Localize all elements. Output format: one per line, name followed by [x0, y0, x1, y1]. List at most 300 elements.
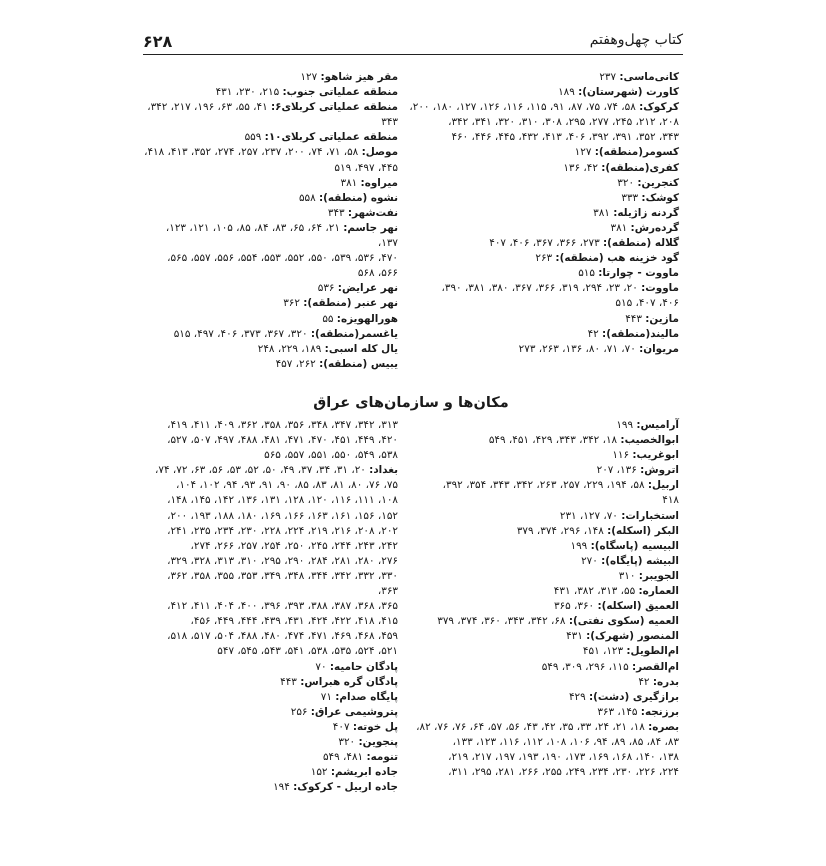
index-entry-refs: ۵۳۶: [317, 282, 335, 295]
index-entry-continuation: [144, 569, 398, 599]
index-entry-name: المنصور (شهرک):: [586, 630, 679, 643]
index-entry-refs: ۴۱، ۵۵، ۶۳، ۱۹۶، ۲۱۷، ۳۴۲، ۳۴۳: [147, 101, 398, 129]
index-entry-name: ام‌الطویل:: [626, 645, 679, 658]
index-entry: [411, 599, 679, 614]
index-column-iraq-right: [411, 418, 679, 780]
index-entry-line: [411, 629, 679, 644]
index-entry-line: [144, 705, 398, 720]
index-entry-name: جاده ابریشم:: [330, 766, 398, 779]
index-entry-line: [409, 266, 679, 281]
index-entry-continuation: [144, 251, 398, 266]
index-entry: [409, 236, 679, 251]
index-entry-continuation: [411, 750, 679, 765]
index-entry-refs: ۴۲۹: [568, 690, 586, 703]
index-entry-refs: ۳۴۳: [327, 206, 345, 219]
index-entry-continuation: [411, 493, 679, 508]
index-entry-line: [409, 100, 679, 115]
index-entry-continuation: [411, 735, 679, 750]
index-entry-refs: ۳۲۰: [617, 176, 635, 189]
index-entry-line: [411, 614, 679, 629]
book-title: کتاب چهل‌وهفتم: [589, 32, 683, 48]
index-entry-refs: ۱۹۹: [616, 419, 634, 431]
index-entry-name: بصره:: [648, 720, 679, 733]
index-entry-refs: ۳۶۲: [283, 297, 300, 310]
index-entry-line: [144, 296, 398, 311]
page-number: ۶۲۸: [143, 32, 173, 51]
index-entry-refs: ۴۷۰، ۵۳۶، ۵۳۹، ۵۵۰، ۵۵۲، ۵۵۳، ۵۵۴، ۵۵۶، ۵۵۷، ۵۶۵،: [167, 252, 398, 265]
index-entry-line: [411, 675, 679, 690]
index-entry: [144, 735, 398, 750]
index-entry-refs: ۴۰۶، ۴۰۷، ۵۱۵: [615, 297, 679, 310]
index-entry-refs: ۴۱۸: [662, 494, 679, 507]
index-entry-refs: ۵۶۶، ۵۶۸: [357, 267, 398, 280]
index-entry-name: العماره:: [638, 585, 679, 598]
index-entry-line: [411, 509, 679, 524]
index-entry-name: برازگیری (دشت):: [589, 690, 679, 703]
index-entry: [409, 85, 679, 100]
index-entry-continuation: [144, 493, 398, 508]
index-entry-refs: ۵۳۸، ۵۴۹، ۵۵۰، ۵۵۱، ۵۵۷، ۵۶۵: [264, 449, 398, 462]
index-entry-refs: ۳۳۳: [621, 191, 639, 204]
index-entry-refs: ۲۳۷: [599, 71, 617, 83]
index-entry-refs: ۲۷۳، ۳۶۶، ۳۶۷، ۴۰۶، ۴۰۷: [489, 237, 600, 250]
index-entry: [144, 780, 398, 795]
index-entry-line: [144, 675, 398, 690]
index-entry-name: کوشک:: [641, 191, 679, 204]
index-entry-line: [144, 418, 398, 433]
index-entry-name: پنجوین:: [358, 735, 398, 748]
index-entry-refs: ۴۴۳: [625, 312, 642, 325]
index-entry-refs: ۷۰، ۷۱، ۸۰، ۱۳۶، ۲۶۳، ۲۷۳: [518, 342, 636, 355]
index-entry: [144, 312, 398, 327]
index-entry-refs: ۳۸۱: [593, 206, 610, 219]
index-entry-name: گردنه زاژیله:: [613, 206, 679, 219]
index-entry: [144, 690, 398, 705]
index-entry: [411, 478, 679, 508]
index-entry: [411, 690, 679, 705]
index-entry-refs: ۳۶۰، ۳۶۵: [553, 600, 595, 613]
index-entry-refs: ۴۴۳: [280, 675, 297, 688]
index-entry: [144, 765, 398, 780]
index-entry-refs: ۱۲۳، ۴۵۱: [582, 645, 624, 658]
index-entry: [144, 327, 398, 342]
index-entry-line: [409, 327, 679, 342]
index-column-iran-left: [144, 70, 398, 372]
index-entry-line: [144, 191, 398, 206]
index-entry-refs: ۴۲: [638, 675, 650, 688]
index-entry-name: یبیس (منطقه):: [319, 357, 398, 370]
index-entry-line: [411, 463, 679, 478]
index-entry-refs: ۳۶۵، ۳۶۸، ۳۸۷، ۳۸۸، ۳۹۳، ۳۹۶، ۴۰۰، ۴۰۴، ۴۱۱، ۴۱۲،: [167, 600, 398, 613]
index-entry-line: [409, 161, 679, 176]
index-entry-refs: ۱۸۹، ۲۲۹، ۲۴۸: [257, 342, 322, 355]
index-entry-name: هورالهویزه:: [336, 312, 398, 325]
index-entry-line: [411, 418, 679, 433]
index-entry-name: بغداد:: [369, 464, 398, 477]
index-entry-refs: ۵۱۵: [578, 267, 595, 280]
index-entry-line: [409, 145, 679, 160]
index-entry-refs: ۳۳۰، ۳۳۲، ۳۴۲، ۳۴۴، ۳۴۸، ۳۴۹، ۳۵۳، ۳۵۵، ۳۵۸، ۳۶۲، ۳۶۳،: [167, 569, 398, 598]
index-entry-name: یال کله اسبی:: [324, 342, 398, 355]
index-entry-line: [144, 660, 398, 675]
index-entry-refs: ۳۸۱: [340, 176, 358, 189]
index-entry: [144, 660, 398, 675]
index-entry-line: [144, 85, 398, 100]
index-entry-refs: ۲۵۶: [290, 705, 308, 718]
index-entry-refs: ۲۷۰: [581, 554, 598, 567]
index-entry: [411, 720, 679, 780]
index-entry-line: [409, 85, 679, 100]
index-entry-continuation: [144, 509, 398, 524]
index-entry-refs: ۱۸۹: [558, 86, 575, 99]
index-entry: [411, 448, 679, 463]
index-entry-name: نهر عرایض:: [337, 282, 398, 295]
index-entry: [411, 524, 679, 539]
index-entry-refs: ۳۲۰: [338, 735, 356, 748]
index-entry-refs: ۵۵۸: [298, 191, 316, 204]
index-entry: [409, 312, 679, 327]
index-entry-line: [144, 765, 398, 780]
index-entry-line: [411, 448, 679, 463]
index-entry-refs: ۳۱۳، ۳۴۲، ۳۴۷، ۳۴۸، ۳۵۶، ۳۵۸، ۳۶۲، ۴۰۹، ۴۱۱، ۴۱۹،: [167, 419, 398, 431]
index-entry-continuation: [144, 614, 398, 629]
index-entry: [409, 266, 679, 281]
index-entry-line: [144, 221, 398, 251]
index-entry-line: [144, 312, 398, 327]
index-entry-continuation: [144, 554, 398, 569]
index-entry-continuation: [144, 433, 398, 448]
index-entry-refs: ۱۹۹: [570, 539, 588, 552]
index-entry: [411, 660, 679, 675]
index-entry-name: نشوه (منطقه):: [319, 191, 398, 204]
index-entry-refs: ۴۰۷: [332, 720, 350, 733]
index-entry-name: کسومر(منطقه):: [594, 146, 679, 159]
index-entry-line: [144, 176, 398, 191]
index-entry-refs: ۵۸، ۷۴، ۷۵، ۸۷، ۹۱، ۱۱۵، ۱۱۶، ۱۲۶، ۱۲۷، ۱۸۰، ۲۰۰،: [409, 101, 636, 114]
index-entry-line: [144, 145, 398, 160]
index-entry: [144, 342, 398, 357]
index-entry-name: مریوان:: [639, 342, 679, 355]
index-entry: [409, 281, 679, 311]
index-entry-refs: ۱۲۷: [574, 146, 592, 159]
index-entry: [144, 191, 398, 206]
index-entry-name: کانی‌ماسی:: [619, 71, 679, 83]
index-entry: [409, 206, 679, 221]
index-entry-name: العمیه (سکوی نفتی):: [568, 615, 679, 628]
index-entry: [144, 705, 398, 720]
index-entry-line: [144, 357, 398, 372]
index-entry-line: [409, 191, 679, 206]
index-entry-continuation: [144, 524, 398, 539]
index-entry-name: کرکوک:: [639, 101, 679, 114]
index-entry: [411, 554, 679, 569]
index-entry: [144, 675, 398, 690]
index-entry: [409, 161, 679, 176]
index-entry-refs: ۲۱، ۶۴، ۶۵، ۸۳، ۸۴، ۸۵، ۱۰۵، ۱۲۱، ۱۲۳، ۱۳۷،: [165, 221, 398, 250]
index-entry-name: میراوه:: [360, 176, 398, 189]
index-entry-name: البکر (اسکله):: [607, 524, 679, 537]
index-entry-refs: ۷۰: [315, 660, 327, 673]
index-entry-refs: ۲۱۵، ۲۳۰، ۴۳۱: [215, 86, 280, 99]
index-entry-line: [409, 176, 679, 191]
index-entry-name: کفری(منطقه):: [601, 161, 679, 174]
index-entry: [411, 705, 679, 720]
index-entry-name: پتروشیمی عراق:: [310, 705, 398, 718]
index-entry-refs: ۲۴۲، ۲۴۳، ۲۴۴، ۲۴۵، ۲۵۰، ۲۵۴، ۲۵۷، ۲۶۶، ۲۷۴،: [190, 539, 398, 552]
index-entry-name: پل خوته:: [352, 720, 398, 733]
section-title: مکان‌ها و سازمان‌های عراق: [313, 395, 509, 411]
index-entry-line: [144, 463, 398, 478]
index-entry-name: نهر عنبر (منطقه):: [303, 297, 398, 310]
index-entry: [409, 100, 679, 145]
index-entry-line: [144, 780, 398, 795]
index-entry-refs: ۲۶۳: [535, 252, 553, 265]
index-entry-refs: ۱۲۷: [300, 71, 318, 83]
index-entry-refs: ۵۸، ۱۹۴، ۲۲۹، ۲۵۷، ۲۶۳، ۳۴۲، ۳۴۳، ۳۵۴، ۳۹۲،: [442, 479, 645, 492]
index-entry-refs: ۵۲۱، ۵۲۴، ۵۳۵، ۵۳۸، ۵۴۱، ۵۴۳، ۵۴۵، ۵۴۷: [217, 645, 398, 658]
index-entry-name: کنجرین:: [637, 176, 679, 189]
index-entry-refs: ۸۳، ۸۴، ۸۵، ۸۹، ۹۴، ۱۰۶، ۱۰۸، ۱۱۲، ۱۱۶، ۱۲۳، ۱۳۳،: [452, 735, 679, 748]
index-entry: [409, 191, 679, 206]
index-entry-line: [144, 327, 398, 342]
index-entry-name: ماووت:: [641, 282, 679, 295]
index-entry-line: [144, 130, 398, 145]
index-entry-line: [409, 70, 679, 85]
index-entry-line: [409, 251, 679, 266]
index-entry-refs: ۱۴۵، ۳۶۳: [597, 705, 638, 718]
index-entry-refs: ۳۸۱: [610, 221, 628, 234]
index-entry-refs: ۱۰۸، ۱۱۱، ۱۱۶، ۱۲۰، ۱۲۸، ۱۳۱، ۱۳۶، ۱۴۲، ۱۴۵، ۱۴۸،: [167, 494, 398, 507]
index-entry-refs: ۵۸، ۷۱، ۷۴، ۲۰۰، ۲۳۷، ۲۵۷، ۲۷۴، ۳۵۲، ۴۱۳، ۴۱۸،: [144, 146, 359, 159]
index-entry-refs: ۱۸، ۳۴۲، ۳۴۳، ۴۲۹، ۴۵۱، ۵۴۹: [488, 434, 618, 447]
index-entry-refs: ۴۱۵، ۴۱۸، ۴۲۲، ۴۲۴، ۴۳۱، ۴۳۹، ۴۴۴، ۴۴۹، ۴۵۶،: [190, 615, 398, 628]
index-entry-line: [144, 100, 398, 130]
index-entry: [144, 100, 398, 130]
index-entry: [411, 584, 679, 599]
index-entry: [144, 70, 398, 85]
index-entry: [144, 221, 398, 281]
index-entry: [144, 463, 398, 659]
index-entry-line: [409, 206, 679, 221]
index-entry-continuation: [144, 266, 398, 281]
index-entry-line: [144, 281, 398, 296]
index-entry: [144, 418, 398, 463]
index-entry-refs: ۱۵۲، ۱۵۶، ۱۶۱، ۱۶۳، ۱۶۶، ۱۶۹، ۱۸۰، ۱۸۸، ۱۹۳، ۲۰۰،: [167, 509, 398, 522]
index-entry-refs: ۵۵، ۳۱۳، ۳۸۲، ۴۳۱: [553, 585, 636, 598]
index-entry-name: گرده‌رش:: [630, 221, 679, 234]
index-entry-name: پادگان گره هبراس:: [300, 675, 398, 688]
index-entry: [411, 433, 679, 448]
index-entry-refs: ۴۴۵، ۴۹۷، ۵۱۹: [334, 161, 398, 174]
index-entry: [409, 221, 679, 236]
index-entry-refs: ۲۰۸، ۲۱۲، ۲۴۵، ۲۷۷، ۲۹۵، ۳۰۸، ۳۱۰، ۳۲۰، ۳۴۱، ۳۴۲،: [448, 116, 679, 129]
index-entry: [411, 675, 679, 690]
index-entry-refs: ۲۰، ۳۱، ۳۴، ۳۷، ۴۹، ۵۰، ۵۲، ۵۳، ۵۶، ۶۳، ۷۲، ۷۴،: [155, 464, 366, 477]
index-entry: [411, 614, 679, 629]
index-entry-refs: ۴۸۱، ۵۴۹: [322, 751, 364, 764]
index-entry: [144, 130, 398, 145]
index-entry-continuation: [144, 478, 398, 493]
index-entry-refs: ۳۴۳، ۳۵۲، ۳۹۱، ۳۹۲، ۴۰۶، ۴۱۳، ۴۳۲، ۴۴۵، ۴۴۶، ۴۶۰: [451, 131, 679, 144]
index-entry-name: منطقه عملیاتی کربلای۱۰:: [264, 131, 398, 144]
index-entry-line: [411, 569, 679, 584]
index-entry-name: ام‌القصر:: [632, 660, 679, 673]
index-entry-line: [411, 705, 679, 720]
index-entry-refs: ۱۹۴: [273, 781, 290, 794]
index-entry: [411, 509, 679, 524]
index-entry-name: پادگان حامیه:: [329, 660, 398, 673]
index-entry-refs: ۲۰، ۲۳، ۲۹۴، ۳۱۹، ۳۶۶، ۳۶۷، ۳۸۰، ۳۸۱، ۳۹۰،: [441, 282, 638, 295]
index-entry-name: اتروش:: [640, 464, 679, 477]
index-entry-refs: ۷۰، ۱۲۷، ۲۳۱: [559, 509, 618, 522]
index-entry-name: مقر هیز شاهو:: [320, 71, 398, 83]
index-entry-refs: ۵۵: [322, 312, 334, 325]
index-entry: [411, 539, 679, 554]
index-entry-refs: ۱۵۲: [310, 766, 328, 779]
index-entry-continuation: [144, 539, 398, 554]
index-entry-name: نهر جاسم:: [343, 221, 398, 234]
index-entry-refs: ۵۵۹: [244, 131, 262, 144]
index-entry-refs: ۴۳۱: [566, 630, 583, 643]
index-entry: [411, 418, 679, 433]
index-entry-name: البیسیه (پاسگاه):: [590, 539, 679, 552]
index-entry-line: [409, 281, 679, 296]
index-entry-name: بدره:: [652, 675, 679, 688]
index-entry-name: آرامیس:: [636, 419, 679, 431]
index-entry-name: برزنجه:: [640, 705, 679, 718]
index-entry: [409, 342, 679, 357]
index-entry-line: [144, 70, 398, 85]
index-entry-name: اربیل:: [647, 479, 679, 492]
index-entry-name: نفت‌شهر:: [347, 206, 398, 219]
index-entry-continuation: [144, 644, 398, 659]
index-entry: [411, 463, 679, 478]
index-entry: [409, 70, 679, 85]
index-entry-refs: ۳۱۰: [618, 569, 636, 582]
index-entry-line: [409, 236, 679, 251]
index-entry-refs: ۳۲۰، ۳۶۷، ۳۷۳، ۴۰۶، ۴۹۷، ۵۱۵: [173, 327, 308, 340]
index-entry-refs: ۴۲: [587, 327, 599, 340]
index-entry-refs: ۶۸، ۳۴۲، ۳۴۳، ۳۶۰، ۳۷۴، ۳۷۹: [437, 615, 566, 628]
index-entry-name: پایگاه صدام:: [335, 690, 398, 703]
index-entry-name: ابوغریب:: [632, 449, 679, 462]
index-entry-line: [409, 342, 679, 357]
index-entry-line: [411, 599, 679, 614]
index-column-iraq-left: [144, 418, 398, 795]
index-entry-refs: ۲۲۴، ۲۲۶، ۲۳۰، ۲۳۴، ۲۴۹، ۲۵۵، ۲۶۶، ۲۸۱، ۲۹۵، ۳۱۱،: [448, 766, 679, 779]
index-entry-line: [411, 554, 679, 569]
index-entry-continuation: [144, 629, 398, 644]
index-entry-line: [411, 433, 679, 448]
index-entry-refs: ۲۶۲، ۴۵۷: [275, 357, 316, 370]
index-entry-refs: ۱۸، ۲۱، ۲۴، ۳۳، ۳۵، ۴۲، ۴۳، ۵۶، ۵۷، ۶۴، ۷۶، ۷۶، ۸۲،: [416, 720, 645, 733]
index-entry-continuation: [144, 448, 398, 463]
index-entry-line: [144, 342, 398, 357]
index-entry: [411, 569, 679, 584]
index-entry-continuation: [409, 296, 679, 311]
index-entry-name: الجویبر:: [638, 569, 679, 582]
index-entry-refs: ۱۱۵، ۲۹۶، ۳۰۹، ۵۴۹: [541, 660, 629, 673]
index-entry-line: [411, 644, 679, 659]
index-entry-refs: ۴۲، ۱۳۶: [563, 161, 598, 174]
index-entry: [144, 357, 398, 372]
page-header: [143, 30, 683, 55]
index-entry-line: [144, 750, 398, 765]
index-entry: [411, 644, 679, 659]
index-entry-line: [144, 206, 398, 221]
index-entry-line: [411, 478, 679, 493]
index-entry: [144, 281, 398, 296]
index-entry: [409, 327, 679, 342]
index-entry-name: منطقه عملیاتی جنوب:: [282, 86, 398, 99]
index-entry: [144, 85, 398, 100]
index-entry: [144, 145, 398, 175]
index-entry-refs: ۱۴۸، ۲۹۶، ۳۷۴، ۳۷۹: [516, 524, 604, 537]
index-entry: [409, 251, 679, 266]
index-entry-line: [144, 735, 398, 750]
index-entry-refs: ۲۰۲، ۲۰۸، ۲۱۶، ۲۱۹، ۲۲۴، ۲۲۸، ۲۳۰، ۲۳۴، ۲۳۵، ۲۴۱،: [167, 524, 398, 537]
index-entry-continuation: [144, 161, 398, 176]
index-entry-refs: ۴۵۹، ۴۶۸، ۴۶۹، ۴۷۱، ۴۷۴، ۴۸۰، ۴۸۸، ۵۰۴، ۵۱۷، ۵۱۸،: [167, 630, 398, 643]
index-entry-name: تنومه:: [366, 751, 398, 764]
index-entry-refs: ۴۲۰، ۴۴۹، ۴۵۱، ۴۷۰، ۴۷۱، ۴۸۱، ۴۸۸، ۴۹۷، ۵۰۷، ۵۲۷،: [167, 434, 398, 447]
index-entry-refs: ۱۳۶، ۲۰۷: [596, 464, 637, 477]
index-entry-name: گلاله (منطقه):: [603, 237, 679, 250]
index-entry: [144, 720, 398, 735]
index-entry-continuation: [409, 115, 679, 130]
index-entry-line: [411, 584, 679, 599]
index-entry-line: [144, 720, 398, 735]
index-entry: [144, 296, 398, 311]
index-entry-continuation: [411, 765, 679, 780]
index-entry-name: البیشه (پایگاه):: [601, 554, 679, 567]
index-entry-line: [409, 221, 679, 236]
index-entry-refs: ۷۵، ۷۶، ۸۰، ۸۱، ۸۳، ۸۵، ۹۰، ۹۱، ۹۳، ۹۴، ۱۰۲، ۱۰۴،: [176, 479, 398, 492]
index-entry-name: گود خزینه هب (منطقه):: [555, 252, 679, 265]
index-entry-refs: ۲۷۶، ۲۸۰، ۲۸۱، ۲۸۴، ۲۹۰، ۲۹۵، ۳۱۰، ۳۱۳، ۳۲۸، ۳۲۹،: [167, 554, 398, 567]
index-entry-refs: ۷۱: [320, 690, 332, 703]
index-entry: [409, 145, 679, 160]
index-entry-name: ابوالخصیب:: [620, 434, 679, 447]
index-entry-refs: ۱۱۶: [612, 449, 630, 462]
index-entry-name: جاده اربیل - کرکوک:: [293, 781, 398, 794]
index-entry-name: استخبارات:: [621, 509, 679, 522]
index-entry: [144, 206, 398, 221]
index-entry: [144, 750, 398, 765]
index-entry-continuation: [409, 130, 679, 145]
index-entry-line: [409, 312, 679, 327]
index-column-iran-right: [409, 70, 679, 357]
index-entry: [409, 176, 679, 191]
index-entry-name: ماووت - چوارتا:: [598, 267, 679, 280]
index-entry: [411, 629, 679, 644]
index-entry: [144, 176, 398, 191]
index-entry-line: [411, 660, 679, 675]
index-entry-name: منطقه عملیاتی کربلای۶:: [271, 101, 398, 114]
index-entry-line: [144, 690, 398, 705]
index-entry-continuation: [144, 599, 398, 614]
index-entry-name: العمیق (اسکله):: [597, 600, 679, 613]
index-entry-line: [411, 690, 679, 705]
index-entry-name: یاغسمر(منطقه):: [310, 327, 398, 340]
index-entry-name: کاورت (شهرستان):: [578, 86, 679, 99]
index-entry-line: [411, 524, 679, 539]
index-entry-line: [411, 539, 679, 554]
index-entry-name: مالیند(منطقه):: [602, 327, 679, 340]
index-entry-refs: ۱۳۸، ۱۴۰، ۱۶۸، ۱۶۹، ۱۷۳، ۱۹۰، ۱۹۳، ۱۹۷، ۲۱۷، ۲۱۹،: [448, 751, 679, 764]
index-entry-name: موصل:: [361, 146, 398, 159]
index-entry-line: [411, 720, 679, 735]
